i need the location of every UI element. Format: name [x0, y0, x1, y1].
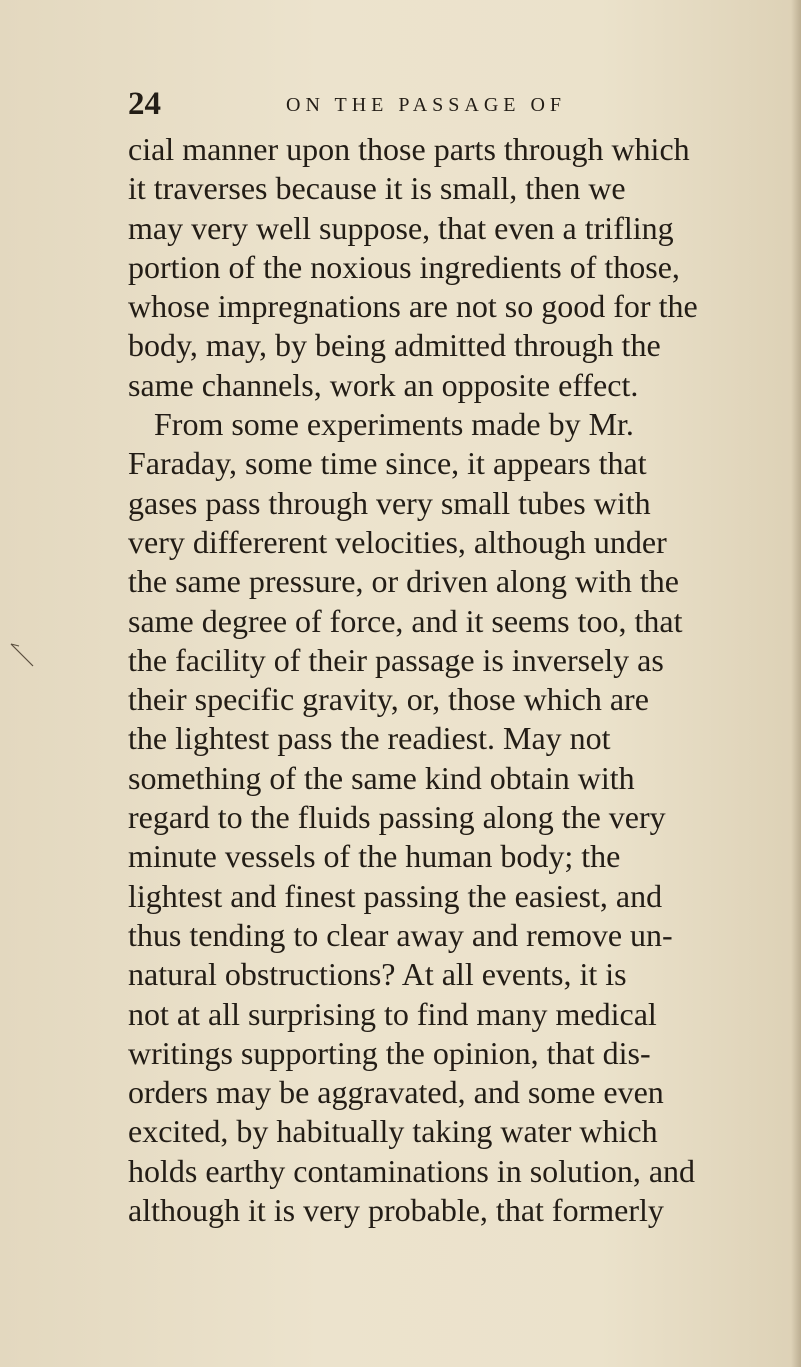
text-line: not at all surprising to find many medical	[128, 995, 657, 1032]
page-header	[128, 84, 688, 124]
margin-pencil-mark-icon	[9, 642, 35, 668]
text-line: cial manner upon those parts through which	[128, 131, 690, 167]
text-line: it traverses because it is small, then we	[128, 170, 626, 207]
text-line: minute vessels of the human body; the	[128, 838, 621, 875]
text-line: holds earthy contaminations in solution, and	[128, 1152, 696, 1189]
text-line: writings supporting the opinion, that dis-	[128, 1034, 651, 1071]
text-line: the facility of their passage is inversely as	[128, 641, 664, 678]
text-line: body, may, by being admitted through the	[128, 327, 661, 364]
text-line: Faraday, some time since, it appears that	[128, 445, 647, 482]
text-line: excited, by habitually taking water which	[128, 1113, 658, 1150]
text-line: gases pass through very small tubes with	[128, 484, 651, 521]
text-line: lightest and finest passing the easiest, and	[128, 877, 663, 914]
text-line: regard to the fluids passing along the very	[128, 799, 666, 836]
paragraph-start-line: From some experiments made by Mr.	[154, 406, 634, 443]
text-line: thus tending to clear away and remove un-	[128, 916, 673, 953]
text-line: same degree of force, and it seems too, that	[128, 602, 683, 639]
page-edge-shadow	[791, 0, 801, 1367]
text-line: orders may be aggravated, and some even	[128, 1074, 664, 1111]
text-line: may very well suppose, that even a trifling	[128, 209, 674, 246]
text-line: very differerent velocities, although under	[128, 523, 667, 560]
text-line: natural obstructions? At all events, it is	[128, 956, 627, 993]
text-line: their specific gravity, or, those which are	[128, 681, 649, 718]
body-text	[128, 130, 748, 1230]
text-line: the same pressure, or driven along with the	[128, 563, 679, 600]
text-line: same channels, work an opposite effect.	[128, 366, 639, 403]
text-line: although it is very probable, that formerly	[128, 1192, 664, 1229]
text-line: portion of the noxious ingredients of those,	[128, 248, 680, 285]
running-head: ON THE PASSAGE OF	[286, 94, 567, 116]
text-line: whose impregnations are not so good for the	[128, 288, 698, 325]
page-number: 24	[128, 86, 161, 122]
text-line: something of the same kind obtain with	[128, 759, 635, 796]
text-line: the lightest pass the readiest. May not	[128, 720, 611, 757]
